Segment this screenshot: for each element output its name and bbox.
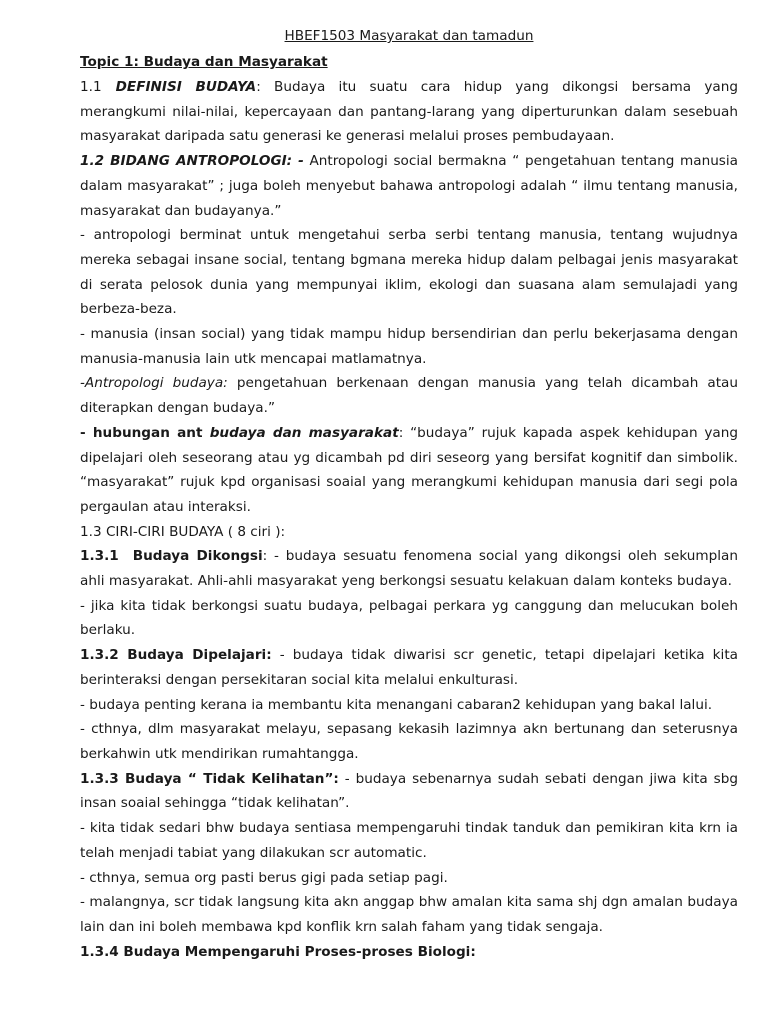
section-1-2 <box>80 149 738 223</box>
section-1-3-3-text: - budaya sebenarnya sudah sebati dengan jiwa kita sbg insan soaial sehingga “tidak kelihatan”. <box>80 770 738 812</box>
section-1-1-number: 1.1 <box>80 79 102 95</box>
section-1-3-3-paragraph-3: - cthnya, semua org pasti berus gigi pada setiap pagi. <box>80 869 448 886</box>
topic-heading: Topic 1: Budaya dan Masyarakat <box>80 54 328 70</box>
section-1-1 <box>80 75 738 149</box>
section-1-3-1-text: : - budaya sesuatu fenomena social yang dikongsi oleh sekumplan ahli masyarakat. Ahli-ahli masyarakat yeng berkongsi sesuatu kelakuan dalam konteks budaya. <box>80 548 738 590</box>
section-1-3-3-paragraph-4: - malangnya, scr tidak langsung kita akn anggap bhw amalan kita sama shj dgn amalan budaya lain dan ini boleh membawa kpd konflik krn salah faham yang tidak sengaja. <box>80 894 738 935</box>
section-1-3-1-paragraph-2: - jika kita tidak berkongsi suatu budaya, pelbagai perkara yg canggung dan melucukan boleh berlaku. <box>80 597 738 639</box>
section-1-3-2 <box>80 643 738 692</box>
section-1-2-text: Antropologi social bermakna “ pengetahuan tentang manusia dalam masyarakat” ; juga boleh menyebut bahawa antropologi adalah “ ilmu tentang manusia, masyarakat dan budayanya.” <box>80 153 738 219</box>
section-1-3-2-paragraph-2: - budaya penting kerana ia membantu kita menangani cabaran2 kehidupan yang bakal lalui. <box>80 696 713 713</box>
section-1-2-paragraph-5 <box>80 421 738 520</box>
section-1-3-heading: 1.3 CIRI-CIRI BUDAYA ( 8 ciri ): <box>80 523 286 540</box>
section-1-3-2-heading: 1.3.2 Budaya Dipelajari: <box>80 647 272 664</box>
section-1-2-heading: 1.2 BIDANG ANTROPOLOGI: - <box>80 153 304 170</box>
section-1-3-3 <box>80 767 738 816</box>
antropologi-budaya-term: -Antropologi budaya: <box>80 375 228 392</box>
section-1-3-1-heading: Budaya Dikongsi <box>132 548 263 565</box>
section-1-2-paragraph-3: - manusia (insan social) yang tidak mampu hidup bersendirian dan perlu bekerjasama dengan manusia-manusia lain utk mencapai matlamatnya. <box>80 326 738 367</box>
section-1-3-1-number: 1.3.1 <box>80 548 119 565</box>
hubungan-term-b: budaya dan masyarakat <box>209 424 399 441</box>
antropologi-budaya-text: pengetahuan berkenaan dengan manusia yang telah dicambah atau diterapkan dengan budaya.” <box>80 375 739 417</box>
section-1-3-2-paragraph-3: - cthnya, dlm masyarakat melayu, sepasang kekasih lazimnya akn bertunang dan seterusnya berkahwin utk mendirikan rumahtangga. <box>80 721 738 762</box>
section-1-3-1 <box>80 544 738 593</box>
section-1-3-3-heading: 1.3.3 Budaya “ Tidak Kelihatan”: <box>80 770 339 787</box>
hubungan-term-a: - hubungan ant <box>80 424 210 441</box>
section-1-3-2-text: - budaya tidak diwarisi scr genetic, tetapi dipelajari ketika kita berinteraksi dengan persekitaran social kita melalui enkulturasi. <box>80 647 738 688</box>
section-1-1-heading: DEFINISI BUDAYA <box>115 79 257 95</box>
section-1-3-3-paragraph-2: - kita tidak sedari bhw budaya sentiasa mempengaruhi tindak tanduk dan pemikiran kita krn ia telah menjadi tabiat yang dilakukan scr automatic. <box>80 820 738 861</box>
section-1-1-text: : Budaya itu suatu cara hidup yang dikongsi bersama yang merangkumi nilai-nilai, kepercayaan dan pantang-larang yang diperturunkan dalam sesebuah masyarakat daripada satu generasi ke generasi melalui proses pembudayaan. <box>80 79 739 145</box>
section-1-3-4-heading: 1.3.4 Budaya Mempengaruhi Proses-proses Biologi: <box>80 943 476 960</box>
section-1-2-paragraph-2: - antropologi berminat untuk mengetahui serba serbi tentang manusia, tentang wujudnya mereka sebagai insane social, tentang bgmana mereka hidup dalam pelbagai jenis masyarakat di serata pelosok dunia yang mempunyai iklim, ekologi dan suasana alam semulajadi yang berbeza-beza. <box>80 227 738 318</box>
document-body <box>80 26 738 964</box>
hubungan-text: : “budaya” rujuk kapada aspek kehidupan yang dipelajari oleh seseorang atau yg dicambah pd diri seseorg yang bersifat kognitif dan simbolik. “masyarakat” rujuk kpd organisasi soaial yang merangkumi kehidupan manusia dari segi pola pergaulan atau interaksi. <box>80 424 739 515</box>
document-title: HBEF1503 Masyarakat dan tamadun <box>284 28 534 44</box>
section-1-2-paragraph-4 <box>80 371 738 420</box>
